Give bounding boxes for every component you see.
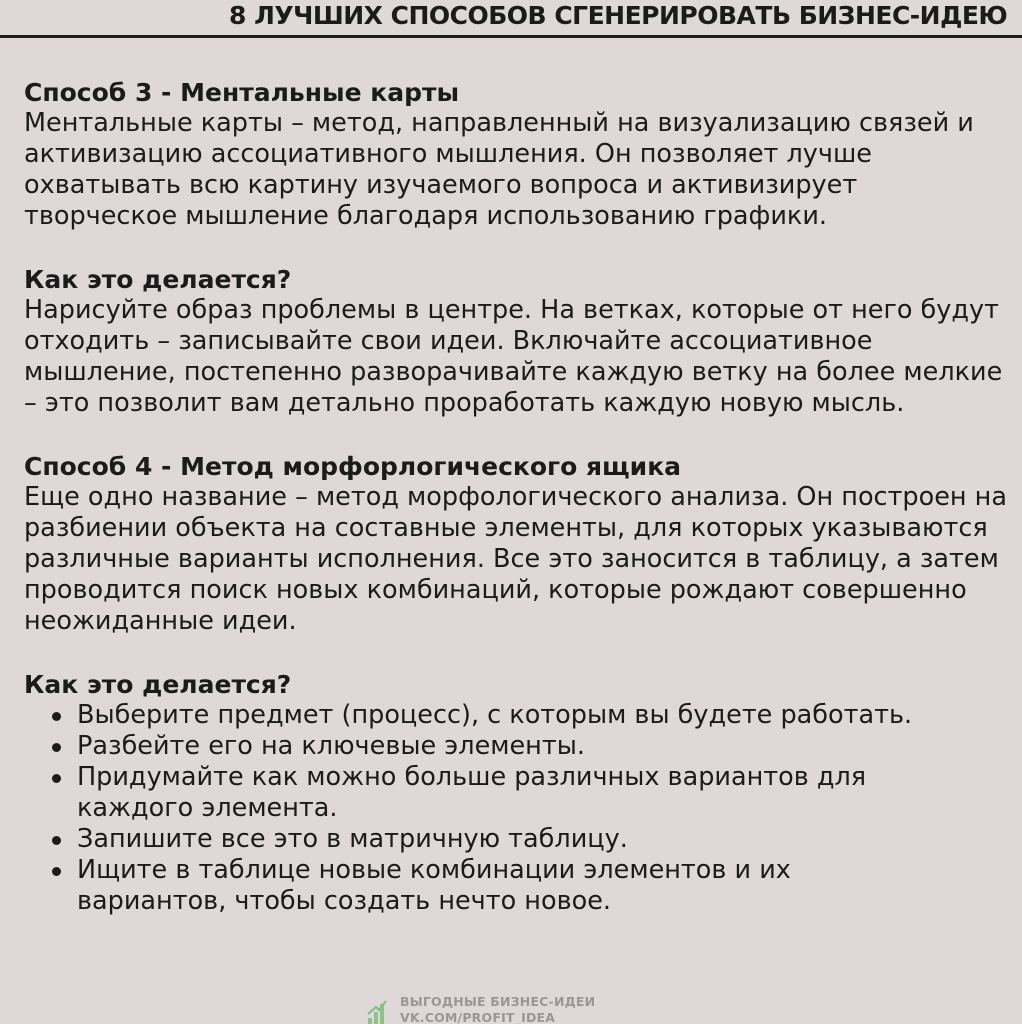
- list-item: [24, 824, 1014, 855]
- section-heading: Способ 4 - Метод морфорлогического ящика: [24, 452, 682, 481]
- section-method-4-howto: [24, 669, 1014, 917]
- page-header: [0, 0, 1022, 38]
- article-body: [24, 77, 1014, 917]
- section-paragraph: Ментальные карты – метод, направленный на визуализацию связей и активизацию ассоциативного мышления. Он позволяет лучше охватывать всю картину изучаемого вопроса и активизирует творческое мышление благодаря использованию графики.: [24, 108, 974, 231]
- footer-link: VK.COM/PROFIT_IDEA: [400, 1010, 556, 1024]
- section-method-3: [24, 77, 1014, 232]
- footer-watermark: [366, 992, 666, 1024]
- steps-list: [24, 700, 1014, 917]
- section-paragraph: Еще одно название – метод морфологического анализа. Он построен на разбиении объекта на составные элементы, для которых указываются различные варианты исполнения. Все это заносится в таблицу, а затем проводится поиск новых комбинаций, которые рождают совершенно неожиданные идеи.: [24, 482, 1007, 636]
- bullet-icon: [52, 743, 61, 752]
- list-item: [24, 700, 1014, 731]
- list-item-text: Ищите в таблице новые комбинации элементов и их вариантов, чтобы создать нечто новое.: [77, 855, 791, 916]
- footer-brand: ВЫГОДНЫЕ БИЗНЕС-ИДЕИ: [400, 994, 596, 1009]
- section-method-4: [24, 451, 1014, 637]
- bullet-icon: [52, 836, 61, 845]
- list-item-text: Придумайте как можно больше различных вариантов для каждого элемента.: [77, 762, 867, 823]
- growth-chart-icon: [366, 998, 388, 1024]
- section-heading: Как это делается?: [24, 265, 292, 294]
- section-heading: Способ 3 - Ментальные карты: [24, 78, 460, 107]
- section-heading: Как это делается?: [24, 670, 292, 699]
- section-method-3-howto: [24, 264, 1014, 419]
- bullet-icon: [52, 712, 61, 721]
- list-item-text: Разбейте его на ключевые элементы.: [77, 731, 585, 761]
- section-paragraph: Нарисуйте образ проблемы в центре. На ветках, которые от него будут отходить – записывайте свои идеи. Включайте ассоциативное мышление, постепенно разворачивайте каждую ветку на более мелкие – это позволит вам детально проработать каждую новую мысль.: [24, 295, 1003, 418]
- list-item-text: Выберите предмет (процесс), с которым вы будете работать.: [77, 700, 913, 730]
- list-item: [24, 855, 917, 917]
- page-title: 8 ЛУЧШИХ СПОСОБОВ СГЕНЕРИРОВАТЬ БИЗНЕС-ИДЕЮ: [229, 1, 1008, 30]
- bullet-icon: [52, 774, 61, 783]
- list-item-text: Запишите все это в матричную таблицу.: [77, 824, 628, 854]
- bullet-icon: [52, 867, 61, 876]
- list-item: [24, 762, 957, 824]
- list-item: [24, 731, 1014, 762]
